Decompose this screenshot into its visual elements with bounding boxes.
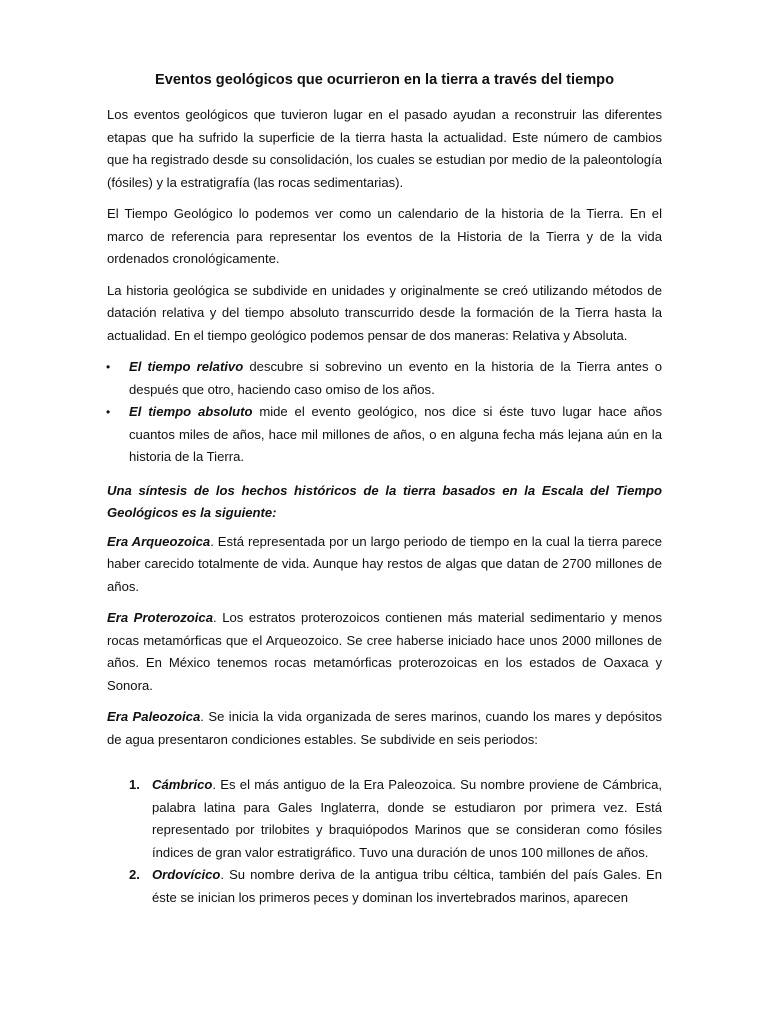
era-paragraph-proterozoica bbox=[107, 607, 662, 697]
synthesis-heading: Una síntesis de los hechos históricos de la tierra basados en la Escala del Tiempo Geológicos es la siguiente: bbox=[107, 482, 662, 520]
geologic-history-paragraph: La historia geológica se subdivide en unidades y originalmente se creó utilizando métodos de datación relativa y del tiempo absoluto transcurrido desde la formación de la Tierra hasta la actualidad. En el tiempo geológico podemos pensar de dos maneras: Relativa y Absoluta. bbox=[107, 282, 662, 343]
bullet-text: mide el evento geológico, nos dice si éste tuvo lugar hace años cuantos miles de años, hace mil millones de años, o en alguna fecha más lejana aún en la historia de la Tierra. bbox=[129, 404, 662, 464]
era-paragraph-paleozoica bbox=[107, 706, 662, 751]
bullet-text: descubre si sobrevino un evento en la historia de la Tierra antes o después que otro, haciendo caso omiso de los años. bbox=[129, 359, 662, 397]
document-title: Eventos geológicos que ocurrieron en la tierra a través del tiempo bbox=[154, 72, 615, 88]
era-paragraph-arqueozoica bbox=[107, 531, 662, 599]
period-text: . Su nombre deriva de la antigua tribu céltica, también del país Gales. En éste se inician los primeros peces y dominan los invertebrados marinos, aparecen bbox=[152, 867, 662, 905]
bullet-dot-icon: • bbox=[106, 405, 111, 419]
bullet-item-absolute bbox=[107, 401, 662, 469]
era-text: . Está representada por un largo periodo de tiempo en la cual la tierra parece haber carecido totalmente de vida. Aunque hay restos de algas que datan de 2700 millones de años. bbox=[107, 533, 662, 594]
geologic-time-paragraph: El Tiempo Geológico lo podemos ver como un calendario de la historia de la Tierra. En el marco de referencia para representar los eventos de la Historia de la Tierra y de la vida ordenados cronológicamente. bbox=[107, 206, 662, 266]
period-term: Ordovícico bbox=[152, 867, 221, 882]
era-text: . Los estratos proterozoicos contienen más material sedimentario y menos rocas metamórficas que el Arqueozoico. Se cree haberse iniciado hace unos 2000 millones de años. En México tenemos rocas metamórficas proterozoicas en los estados de Oaxaca y Sonora. bbox=[107, 610, 662, 693]
period-term: Cámbrico bbox=[152, 777, 213, 792]
paleozoic-periods-list bbox=[107, 774, 662, 909]
time-types-list bbox=[107, 356, 662, 469]
bullet-dot-icon: • bbox=[106, 360, 111, 374]
bullet-term: El tiempo absoluto bbox=[129, 404, 253, 419]
period-number: 1. bbox=[129, 777, 140, 792]
intro-paragraph: Los eventos geológicos que tuvieron lugar en el pasado ayudan a reconstruir las diferentes etapas que ha sufrido la superficie de la tierra hasta la actualidad. Este número de cambios que ha registrado desde su consolidación, los cuales se estudian por medio de la paleontología (fósiles) y la estratigrafía (las rocas sedimentarias). bbox=[107, 107, 662, 190]
era-term: Era Proterozoica bbox=[107, 610, 213, 625]
period-text: . Es el más antiguo de la Era Paleozoica. Su nombre proviene de Cámbrica, palabra latina para Gales Inglaterra, donde se estudiaron por primera vez. Está representado por trilobites y braquiópodos Marinos que se consideran como fósiles índices de gran valor estratigráfico. Tuvo una duración de unos 100 millones de años. bbox=[152, 777, 662, 860]
spacer bbox=[107, 760, 662, 774]
era-term: Era Paleozoica bbox=[107, 709, 201, 724]
period-item-ordovicico bbox=[107, 864, 662, 909]
period-number: 2. bbox=[129, 867, 140, 882]
bullet-term: El tiempo relativo bbox=[129, 359, 244, 374]
period-item-cambrico bbox=[107, 774, 662, 864]
era-text: . Se inicia la vida organizada de seres marinos, cuando los mares y depósitos de agua presentaron condiciones estables. Se subdivide en seis periodos: bbox=[107, 709, 663, 747]
era-term: Era Arqueozoica bbox=[107, 533, 211, 549]
bullet-item-relative bbox=[107, 356, 662, 401]
